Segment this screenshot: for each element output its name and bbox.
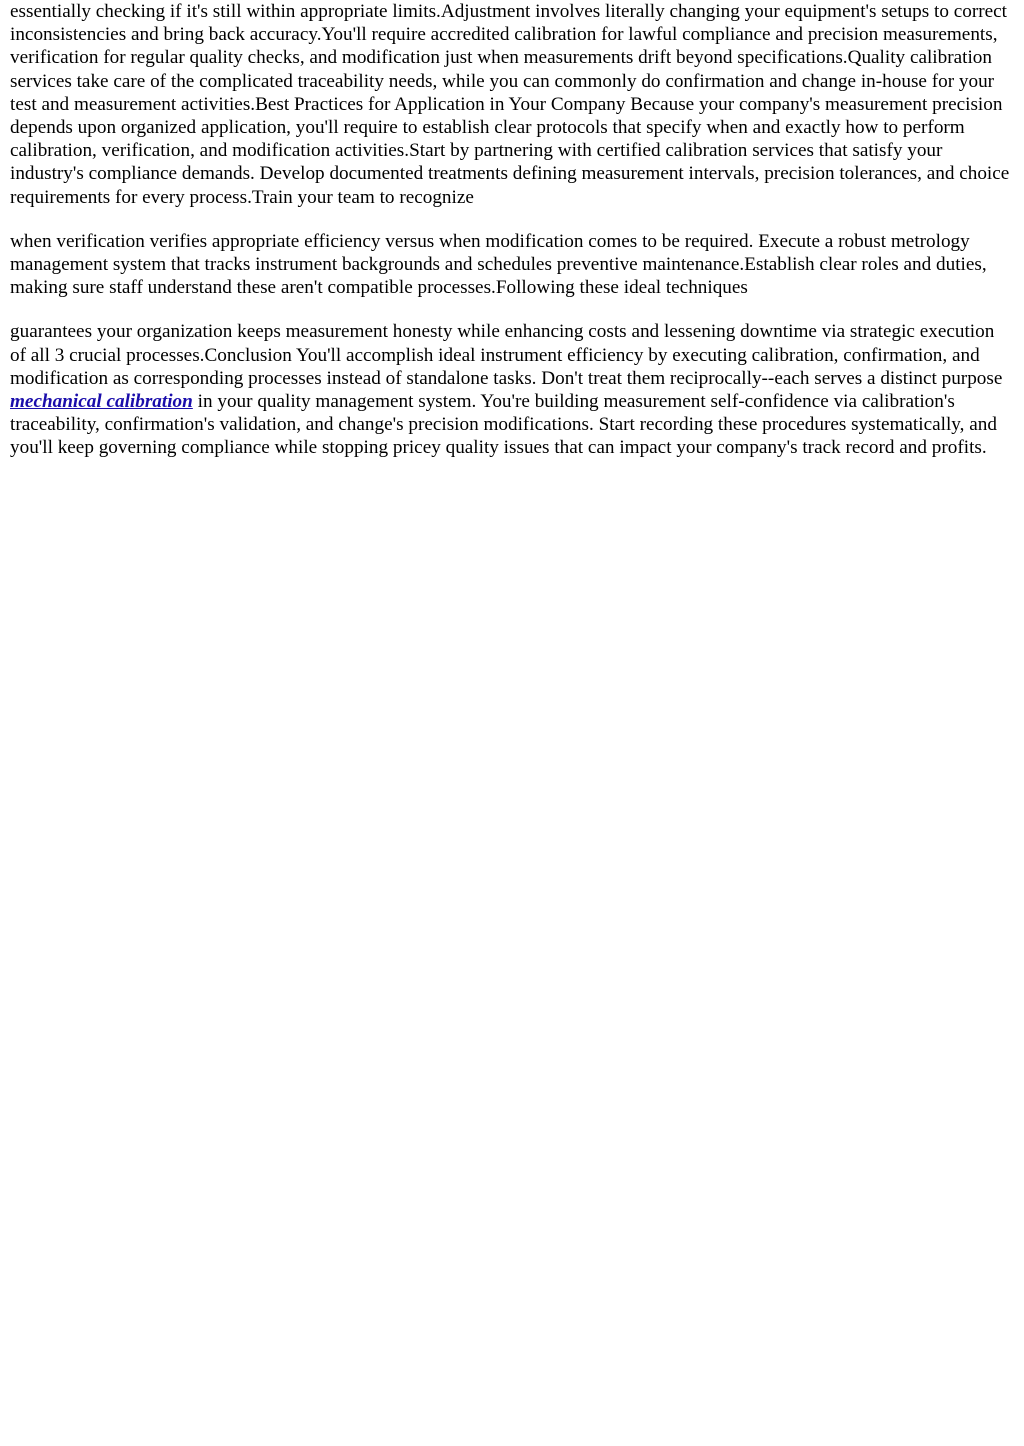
paragraph-1: essentially checking if it's still within appropriate limits.Adjustment involves literally changing your equipment's setups to correct inconsistencies and bring back accuracy.You'll require accredited calibration for lawful compliance and precision measurements, verification for regular quality checks, and modification just when measurements drift beyond specifications.Quality calibration services take care of the complicated traceability needs, while you can commonly do confirmation and change in-house for your test and measurement activities.Best Practices for Application in Your Company Because your company's measurement precision depends upon organized application, you'll require to establish clear protocols that specify when and exactly how to perform calibration, verification, and modification activities.Start by partnering with certified calibration services that satisfy your industry's compliance demands. Develop documented treatments defining measurement intervals, precision tolerances, and choice requirements for every process.Train your team to recognize [10, 1, 1010, 208]
paragraph-2: when verification verifies appropriate efficiency versus when modification comes to be required. Execute a robust metrology management system that tracks instrument backgrounds and schedules preventive maintenance.Establish clear roles and duties, making sure staff understand these aren't compatible processes.Following these ideal techniques [10, 230, 987, 299]
paragraph-3-text-after-link: in your quality management system. You're building measurement self-confidence via calibration's traceability, confirmation's validation, and change's precision modifications. Start recording these procedures systematically, and you'll keep governing compliance while stopping pricey quality issues that can impact your company's track record and profits. [10, 391, 997, 459]
paragraph-3-text-before-link: guarantees your organization keeps measurement honesty while enhancing costs and lessening downtime via strategic execution of all 3 crucial processes.Conclusion You'll accomplish ideal instrument efficiency by executing calibration, confirmation, and modification as corresponding processes instead of standalone tasks. Don't treat them reciprocally--each serves a distinct purpose [10, 321, 1003, 389]
article-body [10, 0, 1014, 460]
mechanical-calibration-link[interactable]: mechanical calibration [10, 391, 193, 413]
paragraph-3 [10, 320, 1014, 459]
